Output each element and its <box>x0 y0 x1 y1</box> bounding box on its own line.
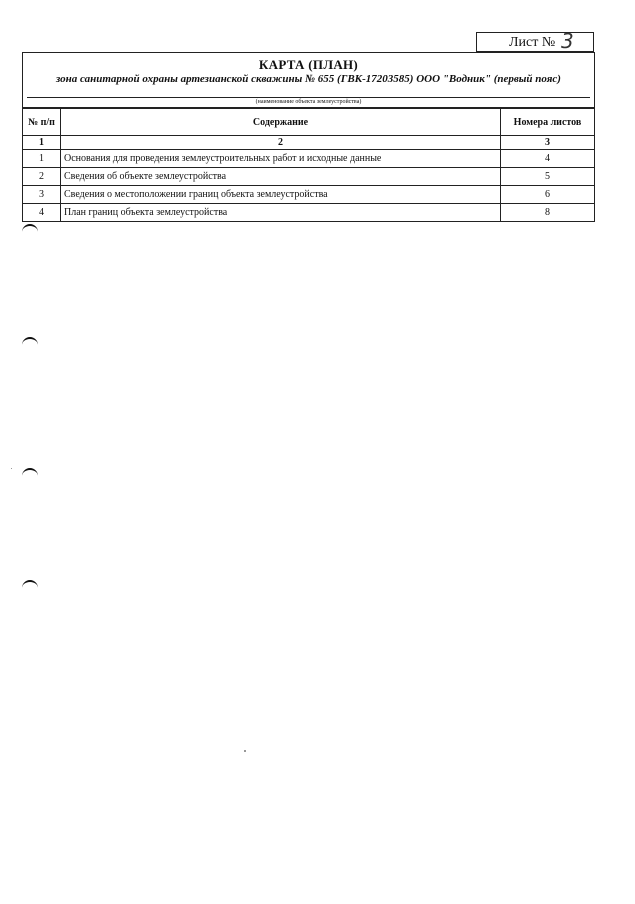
table-row <box>23 150 595 168</box>
column-header-number: № п/п <box>23 109 61 136</box>
document-subtitle: зона санитарной охраны артезианской скважины № 655 (ГВК-17203585) ООО "Водник" (первый пояс) <box>56 73 561 85</box>
row-pages: 4 <box>501 150 595 168</box>
column-header-contents: Содержание <box>61 109 501 136</box>
sheet-number: 3 <box>561 29 574 53</box>
row-pages: 8 <box>501 204 595 222</box>
sheet-number-box <box>476 29 594 53</box>
table-row <box>23 204 595 222</box>
row-pages: 5 <box>501 168 595 186</box>
table-row <box>23 186 595 204</box>
column-index: 3 <box>501 136 595 150</box>
scan-speck <box>244 750 246 752</box>
document-title: КАРТА (ПЛАН) <box>258 57 359 72</box>
contents-table <box>22 108 595 222</box>
table-row <box>23 168 595 186</box>
row-title: План границ объекта землеустройства <box>61 204 501 222</box>
row-title: Основания для проведения землеустроительных работ и исходные данные <box>61 150 501 168</box>
row-title: Сведения о местоположении границ объекта землеустройства <box>61 186 501 204</box>
row-pages: 6 <box>501 186 595 204</box>
document-header <box>22 52 595 108</box>
binding-hole-mark <box>22 580 38 588</box>
table-header-row <box>23 109 595 136</box>
column-index: 1 <box>23 136 61 150</box>
binding-hole-mark <box>22 468 38 476</box>
binding-hole-mark <box>22 337 38 345</box>
column-header-pages: Номера листов <box>501 109 595 136</box>
row-number: 3 <box>23 186 61 204</box>
sheet-label: Лист № <box>509 35 556 50</box>
scan-speck <box>11 468 12 469</box>
row-title: Сведения об объекте землеустройства <box>61 168 501 186</box>
binding-hole-mark <box>22 224 38 232</box>
column-index-row <box>23 136 595 150</box>
row-number: 4 <box>23 204 61 222</box>
object-caption: (наименование объекта землеустройства) <box>255 99 362 105</box>
subtitle-rule <box>27 97 590 98</box>
column-index: 2 <box>61 136 501 150</box>
row-number: 2 <box>23 168 61 186</box>
row-number: 1 <box>23 150 61 168</box>
